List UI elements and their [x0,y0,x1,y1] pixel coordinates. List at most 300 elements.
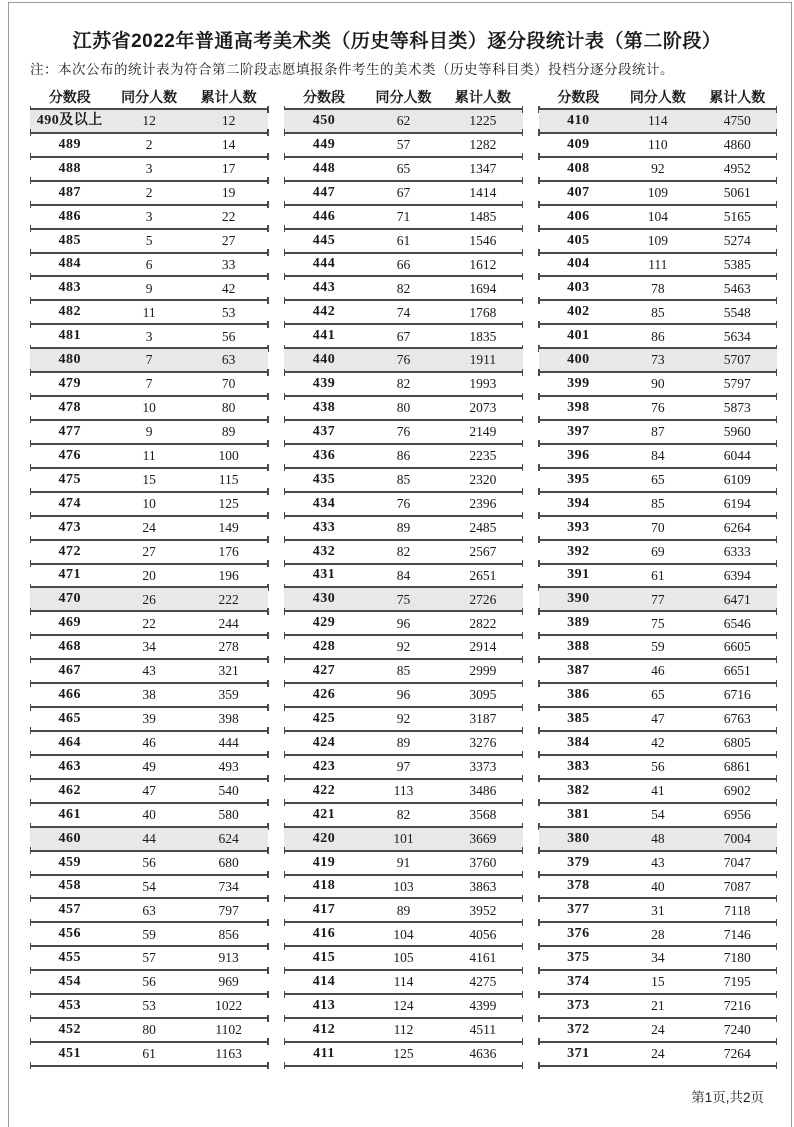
cumulative-count-cell: 42 [221,280,236,296]
same-score-count-cell: 61 [651,567,665,583]
same-score-count-cell: 41 [651,783,665,799]
table-row [539,541,777,565]
table-row [539,708,777,732]
same-score-count-cell: 43 [651,854,665,870]
table-row [30,828,268,852]
table-row [284,397,522,421]
cumulative-count-cell: 6861 [723,759,751,775]
table-row [539,301,777,325]
same-score-count-cell: 76 [396,424,411,440]
cumulative-count-cell: 1546 [469,232,497,248]
score-band-cell: 397 [567,423,590,439]
same-score-count-cell: 74 [396,304,411,320]
cumulative-count-cell: 580 [218,806,239,822]
table-row [284,277,522,301]
score-band-cell: 411 [313,1045,335,1061]
table-row [539,493,777,517]
same-score-count-cell: 85 [396,663,411,679]
table-row [539,1043,777,1067]
same-score-count-cell: 85 [396,472,411,488]
score-band-cell: 399 [567,376,590,392]
cumulative-count-cell: 3760 [469,854,497,870]
same-score-count-cell: 57 [142,950,156,966]
score-band-cell: 456 [58,926,81,942]
cumulative-count-cell: 5873 [723,400,751,416]
cumulative-count-cell: 5165 [723,208,751,224]
table-row [284,158,522,182]
cumulative-count-cell: 7146 [723,926,751,942]
cumulative-count-cell: 797 [218,902,239,918]
score-band-cell: 371 [567,1045,590,1061]
score-band-cell: 410 [567,112,590,128]
table-body [284,108,522,1067]
cumulative-count-cell: 5463 [723,280,751,296]
table-row [539,158,777,182]
same-score-count-cell: 7 [145,352,153,368]
table-row [284,899,522,923]
header-cumulative-count: 累计人数 [454,89,511,105]
cumulative-count-cell: 913 [218,950,239,966]
same-score-count-cell: 39 [142,711,156,727]
score-band-cell: 457 [58,902,81,918]
table-row [539,612,777,636]
same-score-count-cell: 96 [396,687,411,703]
cumulative-count-cell: 321 [218,663,239,679]
cumulative-count-cell: 5707 [723,352,751,368]
table-row [284,493,522,517]
same-score-count-cell: 54 [142,878,156,894]
table-row [30,971,268,995]
same-score-count-cell: 7 [145,376,153,392]
same-score-count-cell: 61 [396,232,411,248]
cumulative-count-cell: 3187 [469,711,497,727]
score-band-cell: 406 [567,208,590,224]
table-row [284,828,522,852]
same-score-count-cell: 89 [396,735,411,751]
score-band-cell: 459 [58,854,81,870]
score-band-cell: 394 [567,495,590,511]
table-row [539,756,777,780]
table-row [284,230,522,254]
score-band-cell: 403 [567,280,590,296]
score-band-cell: 469 [58,615,81,631]
table-row [30,158,268,182]
table-row [30,636,268,660]
table-row [539,588,777,612]
same-score-count-cell: 6 [145,256,153,272]
cumulative-count-cell: 6651 [723,663,751,679]
same-score-count-cell: 57 [396,137,411,153]
cumulative-count-cell: 3863 [469,878,497,894]
table-row [30,876,268,900]
score-band-cell: 479 [58,376,81,392]
score-band-cell: 422 [312,782,336,798]
score-band-cell: 436 [312,447,336,463]
table-row [284,1043,522,1067]
cumulative-count-cell: 624 [218,830,239,846]
same-score-count-cell: 82 [396,280,411,296]
table-row [539,277,777,301]
cumulative-count-cell: 7118 [724,902,751,918]
score-band-cell: 482 [58,304,81,320]
score-band-cell: 437 [312,423,336,439]
same-score-count-cell: 101 [393,830,414,846]
score-tables-container [30,86,777,1067]
table-row [539,660,777,684]
same-score-count-cell: 82 [396,543,411,559]
score-band-cell: 407 [567,184,590,200]
score-band-cell: 378 [567,878,590,894]
same-score-count-cell: 89 [396,519,411,535]
cumulative-count-cell: 1694 [469,280,497,296]
same-score-count-cell: 113 [393,783,414,799]
cumulative-count-cell: 969 [218,974,239,990]
cumulative-count-cell: 5797 [723,376,751,392]
score-band-cell: 377 [567,902,590,918]
table-row [539,325,777,349]
same-score-count-cell: 3 [145,161,153,177]
same-score-count-cell: 56 [651,759,665,775]
same-score-count-cell: 40 [142,806,156,822]
cumulative-count-cell: 4636 [469,1046,497,1062]
table-row [539,636,777,660]
cumulative-count-cell: 2235 [469,448,497,464]
score-band-cell: 390 [567,591,590,607]
cumulative-count-cell: 17 [221,161,236,177]
same-score-count-cell: 65 [651,472,665,488]
same-score-count-cell: 124 [393,998,414,1014]
score-band-cell: 415 [312,950,336,966]
score-band-cell: 432 [312,543,336,559]
score-band-cell: 484 [58,256,81,272]
same-score-count-cell: 10 [142,400,156,416]
same-score-count-cell: 82 [396,806,411,822]
table-row [284,421,522,445]
same-score-count-cell: 80 [396,400,411,416]
score-band-cell: 376 [567,926,590,942]
same-score-count-cell: 70 [651,519,665,535]
same-score-count-cell: 53 [142,998,156,1014]
same-score-count-cell: 114 [647,113,668,129]
cumulative-count-cell: 5548 [723,304,751,320]
table-row [30,517,268,541]
score-band-cell: 468 [58,639,81,655]
table-row [284,254,522,278]
score-band-cell: 409 [567,136,590,152]
header-same-score-count: 同分人数 [121,89,178,105]
table-row [284,612,522,636]
score-table-1 [30,86,268,1067]
table-row [284,301,522,325]
cumulative-count-cell: 4161 [469,950,497,966]
same-score-count-cell: 111 [648,256,668,272]
same-score-count-cell: 42 [651,735,665,751]
same-score-count-cell: 47 [142,783,156,799]
cumulative-count-cell: 3952 [469,902,497,918]
score-band-cell: 402 [567,304,590,320]
cumulative-count-cell: 100 [218,448,239,464]
header-score-band: 分数段 [303,89,346,105]
same-score-count-cell: 56 [142,974,156,990]
cumulative-count-cell: 3486 [469,783,497,799]
score-table-2 [284,86,522,1067]
same-score-count-cell: 54 [651,806,665,822]
cumulative-count-cell: 1347 [469,161,497,177]
score-band-cell: 386 [567,687,590,703]
cumulative-count-cell: 2999 [469,663,497,679]
same-score-count-cell: 67 [396,184,411,200]
table-row [30,588,268,612]
same-score-count-cell: 92 [396,639,411,655]
cumulative-count-cell: 56 [221,328,236,344]
same-score-count-cell: 34 [142,639,156,655]
table-row [284,876,522,900]
same-score-count-cell: 11 [142,448,156,464]
cumulative-count-cell: 1022 [215,998,243,1014]
score-band-cell: 452 [58,1021,81,1037]
score-band-cell: 455 [58,950,81,966]
table-row [30,206,268,230]
table-row [30,493,268,517]
same-score-count-cell: 67 [396,328,411,344]
same-score-count-cell: 71 [396,208,411,224]
same-score-count-cell: 69 [651,543,665,559]
same-score-count-cell: 27 [142,543,156,559]
cumulative-count-cell: 2396 [469,495,497,511]
table-row [30,565,268,589]
same-score-count-cell: 21 [651,998,665,1014]
table-row [30,612,268,636]
score-band-cell: 428 [312,639,336,655]
cumulative-count-cell: 2726 [469,591,497,607]
table-row [539,182,777,206]
cumulative-count-cell: 7240 [723,1022,751,1038]
same-score-count-cell: 110 [647,137,668,153]
table-row [539,852,777,876]
score-band-cell: 373 [567,998,590,1014]
table-header-row [30,86,268,108]
cumulative-count-cell: 2914 [469,639,497,655]
score-band-cell: 396 [567,447,590,463]
same-score-count-cell: 24 [142,519,156,535]
score-band-cell: 470 [58,591,81,607]
score-band-cell: 427 [312,663,336,679]
same-score-count-cell: 92 [396,711,411,727]
same-score-count-cell: 112 [393,1022,414,1038]
page-title: 江苏省2022年普通高考美术类（历史等科目类）逐分段统计表（第二阶段） [72,31,722,52]
header-score-band: 分数段 [557,89,600,105]
same-score-count-cell: 46 [651,663,665,679]
same-score-count-cell: 5 [145,232,153,248]
score-band-cell: 430 [312,591,336,607]
same-score-count-cell: 59 [142,926,156,942]
score-band-cell: 480 [58,352,81,368]
table-row [284,349,522,373]
cumulative-count-cell: 1102 [215,1022,242,1038]
table-row [30,373,268,397]
score-band-cell: 417 [312,902,336,918]
same-score-count-cell: 63 [142,902,156,918]
table-row [30,230,268,254]
cumulative-count-cell: 680 [218,854,239,870]
score-band-cell: 488 [58,160,81,176]
same-score-count-cell: 20 [142,567,156,583]
cumulative-count-cell: 6471 [723,591,751,607]
same-score-count-cell: 9 [145,280,153,296]
table-row [539,349,777,373]
cumulative-count-cell: 493 [218,759,239,775]
table-row [539,110,777,134]
score-band-cell: 441 [312,328,336,344]
same-score-count-cell: 84 [396,567,411,583]
table-row [284,756,522,780]
same-score-count-cell: 49 [142,759,156,775]
cumulative-count-cell: 19 [221,184,236,200]
cumulative-count-cell: 4952 [723,161,751,177]
same-score-count-cell: 47 [651,711,665,727]
score-band-cell: 454 [58,974,81,990]
score-band-cell: 420 [312,830,336,846]
cumulative-count-cell: 27 [221,232,236,248]
same-score-count-cell: 43 [142,663,156,679]
score-band-cell: 429 [312,615,336,631]
same-score-count-cell: 65 [651,687,665,703]
score-band-cell: 472 [58,543,81,559]
score-band-cell: 389 [567,615,590,631]
same-score-count-cell: 78 [651,280,665,296]
score-band-cell: 477 [58,423,81,439]
score-band-cell: 439 [312,376,336,392]
cumulative-count-cell: 6805 [723,735,751,751]
score-band-cell: 464 [58,734,81,750]
table-row [30,947,268,971]
cumulative-count-cell: 444 [218,735,239,751]
score-band-cell: 444 [312,256,336,272]
header-score-band: 分数段 [48,89,91,105]
cumulative-count-cell: 5061 [723,184,751,200]
cumulative-count-cell: 7216 [723,998,751,1014]
table-row [539,684,777,708]
cumulative-count-cell: 1225 [469,113,497,129]
score-band-cell: 487 [58,184,81,200]
table-row [30,325,268,349]
score-band-cell: 461 [58,806,81,822]
table-row [284,947,522,971]
table-row [30,732,268,756]
cumulative-count-cell: 1768 [469,304,497,320]
score-band-cell: 453 [58,998,81,1014]
score-band-cell: 426 [312,687,336,703]
header-same-score-count: 同分人数 [375,89,432,105]
cumulative-count-cell: 7047 [723,854,751,870]
cumulative-count-cell: 1163 [215,1046,242,1062]
score-band-cell: 448 [312,160,336,176]
cumulative-count-cell: 4399 [469,998,497,1014]
same-score-count-cell: 104 [393,926,414,942]
score-band-cell: 467 [58,663,81,679]
table-row [30,756,268,780]
table-row [30,1043,268,1067]
same-score-count-cell: 76 [396,495,411,511]
same-score-count-cell: 87 [651,424,665,440]
same-score-count-cell: 77 [651,591,665,607]
table-row [284,708,522,732]
score-band-cell: 445 [312,232,336,248]
same-score-count-cell: 90 [651,376,665,392]
same-score-count-cell: 40 [651,878,665,894]
table-row [539,469,777,493]
cumulative-count-cell: 856 [218,926,239,942]
cumulative-count-cell: 70 [221,376,236,392]
page-number: 第1页,共2页 [691,1090,764,1105]
table-row [30,421,268,445]
cumulative-count-cell: 6902 [723,783,751,799]
score-band-cell: 381 [567,806,590,822]
score-band-cell: 380 [567,830,590,846]
same-score-count-cell: 104 [647,208,668,224]
cumulative-count-cell: 6194 [723,495,751,511]
table-row [284,995,522,1019]
header-same-score-count: 同分人数 [629,89,686,105]
same-score-count-cell: 125 [393,1046,414,1062]
table-row [284,134,522,158]
same-score-count-cell: 84 [651,448,665,464]
score-band-cell: 374 [567,974,590,990]
score-band-cell: 433 [312,519,336,535]
score-band-cell: 447 [312,184,336,200]
score-band-cell: 475 [58,471,81,487]
cumulative-count-cell: 278 [218,639,239,655]
same-score-count-cell: 56 [142,854,156,870]
score-band-cell: 435 [312,471,336,487]
score-band-cell: 442 [312,304,336,320]
cumulative-count-cell: 1612 [469,256,497,272]
cumulative-count-cell: 63 [221,352,236,368]
score-band-cell: 372 [567,1021,590,1037]
score-band-cell: 388 [567,639,590,655]
cumulative-count-cell: 6605 [723,639,751,655]
cumulative-count-cell: 2822 [469,615,497,631]
cumulative-count-cell: 244 [218,615,239,631]
score-band-cell: 414 [312,974,336,990]
cumulative-count-cell: 196 [218,567,239,583]
cumulative-count-cell: 6394 [723,567,751,583]
same-score-count-cell: 66 [396,256,411,272]
cumulative-count-cell: 1911 [469,352,497,368]
same-score-count-cell: 91 [396,854,411,870]
table-row [284,469,522,493]
score-band-cell: 401 [567,328,590,344]
table-row [30,995,268,1019]
table-row [539,373,777,397]
table-row [539,254,777,278]
table-row [284,588,522,612]
same-score-count-cell: 31 [651,902,665,918]
table-row [30,254,268,278]
score-band-cell: 451 [58,1045,81,1061]
cumulative-count-cell: 6546 [723,615,751,631]
same-score-count-cell: 82 [396,376,411,392]
table-row [30,780,268,804]
same-score-count-cell: 44 [142,830,156,846]
same-score-count-cell: 24 [651,1022,665,1038]
table-row [539,971,777,995]
score-band-cell: 425 [312,711,336,726]
same-score-count-cell: 2 [145,137,153,153]
cumulative-count-cell: 1835 [469,328,497,344]
cumulative-count-cell: 6333 [723,543,751,559]
score-band-cell: 474 [58,495,81,511]
